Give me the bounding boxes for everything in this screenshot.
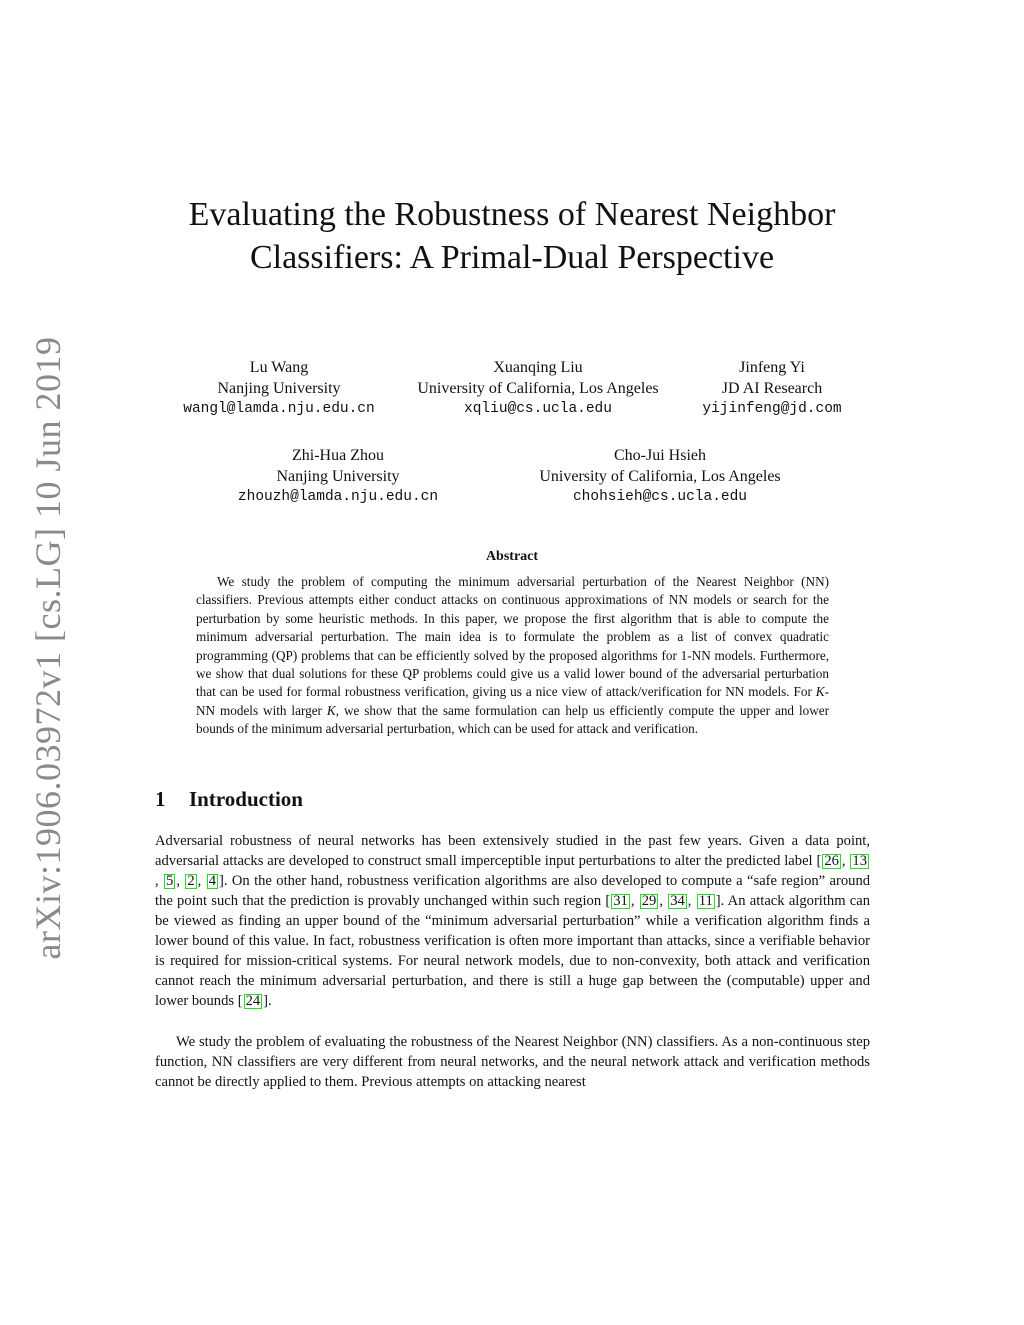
- intro-paragraph-2: We study the problem of evaluating the robustness of the Nearest Neighbor (NN) classifiers. As a non-continuous step function, NN classifiers are very different from neural networks, and the neural network attack and verification methods cannot be directly applied to them. Previous attempts on attacking nearest: [155, 1034, 870, 1090]
- author-email: chohsieh@cs.ucla.edu: [572, 489, 748, 505]
- section-number: 1: [155, 787, 166, 811]
- citation-link[interactable]: 31: [613, 893, 628, 909]
- author-name: Zhi-Hua Zhou: [292, 447, 384, 464]
- citation-link[interactable]: 24: [245, 993, 261, 1009]
- author-name: Cho-Jui Hsieh: [613, 447, 706, 464]
- paper-title: [0, 193, 1024, 279]
- abstract-text-part-1: We study the problem of computing the minimum adversarial perturbation of the Nearest Neighbor (NN) classifiers. Previous attempts either conduct attacks on continuous approximations of NN models or search for the perturbation by some heuristic methods. In this paper, we propose the first algorithm that is able to compute the minimum adversarial perturbation. The main idea is to formulate the problem as a list of convex quadratic programming (QP) problems that can be efficiently solved by the proposed algorithms for 1-NN models. Furthermore, we show that dual solutions for these QP problems could give us a valid lower bound of the adversarial perturbation that can be used for formal robustness verification, giving us a nice view of attack/verification for NN models. For: [196, 574, 829, 700]
- author-email: wangl@lamda.nju.edu.cn: [183, 401, 375, 417]
- citation-link[interactable]: 4: [208, 873, 216, 889]
- author-email: xqliu@cs.ucla.edu: [464, 401, 612, 417]
- author-affiliation: University of California, Los Angeles: [539, 467, 781, 485]
- section-heading-introduction: [155, 787, 303, 812]
- author-block-cho-jui-hsieh: [539, 446, 780, 508]
- citation-link[interactable]: 34: [670, 893, 685, 909]
- author-affiliation: JD AI Research: [721, 379, 823, 397]
- citation-link[interactable]: 29: [641, 893, 657, 909]
- arxiv-identifier: arXiv:1906.03972v1 [cs.LG] 10 Jun 2019: [28, 336, 68, 960]
- author-block-jinfeng-yi: [702, 358, 841, 420]
- author-affiliation: University of California, Los Angeles: [417, 379, 659, 397]
- author-affiliation: Nanjing University: [217, 379, 341, 397]
- author-name: Xuanqing Liu: [493, 359, 583, 376]
- section-title: Introduction: [189, 787, 303, 811]
- citation-link[interactable]: 26: [824, 853, 839, 869]
- paragraph-text: ]. An attack algorithm can be viewed as finding an upper bound of the “minimum adversarial perturbation” while a verification algorithm finds a lower bound of this value. In fact, robustness verification is often more important than attacks, since a verifiable behavior is required for mission-critical systems. For neural network models, due to non-convexity, both attack and verification cannot reach the minimum adversarial perturbation, and there is still a huge gap between the (computable) upper and lower bounds [: [155, 893, 871, 1009]
- author-name: Lu Wang: [249, 359, 309, 376]
- citation-link[interactable]: 13: [852, 853, 867, 869]
- citation-link[interactable]: 5: [166, 873, 174, 889]
- author-affiliation: Nanjing University: [276, 467, 400, 485]
- paragraph-text: ].: [263, 993, 272, 1009]
- abstract-body: [196, 573, 829, 739]
- author-block-zhi-hua-zhou: [238, 446, 438, 508]
- paragraph-text: ]. On the other hand, robustness verification algorithms are also developed to compute a “safe region” around the point such that the prediction is provably unchanged within such region [: [155, 873, 871, 909]
- math-variable-k: K: [326, 702, 336, 718]
- author-block-xuanqing-liu: [417, 358, 658, 420]
- paper-title-line-1: Evaluating the Robustness of Nearest Neighbor: [188, 196, 836, 233]
- intro-paragraph-1: Adversarial robustness of neural networks has been extensively studied in the past few years. Given a data point, adversarial attacks are developed to construct small imperceptible input perturbations to alter the predicted label [ 26 , 13, 5 , 2 , 4 ]. On the other hand, robustness verification algorithms are also developed to compute a “safe region” around the point such that the prediction is provably unchanged within such region [ 31 , 29 , 34 , 11 ]. An attack algorithm can be viewed as finding an upper bound of the “minimum adversarial perturbation” while a verification algorithm finds a lower bound of this value. In fact, robustness verification is often more important than attacks, since a verifiable behavior is required for mission-critical systems. For neural network models, due to non-convexity, both attack and verification cannot reach the minimum adversarial perturbation, and there is still a huge gap between the (computable) upper and lower bounds [ 24 ].: [155, 833, 871, 1009]
- citation-link[interactable]: 2: [187, 873, 195, 889]
- citation-link[interactable]: 11: [698, 893, 713, 909]
- math-variable-k: K: [815, 684, 825, 700]
- author-name: Jinfeng Yi: [739, 359, 805, 376]
- abstract-text-part-2: -NN models with larger: [196, 684, 829, 718]
- author-email: zhouzh@lamda.nju.edu.cn: [237, 489, 439, 505]
- author-email: yijinfeng@jd.com: [702, 401, 842, 417]
- paper-title-line-2: Classifiers: A Primal-Dual Perspective: [249, 239, 775, 276]
- author-block-lu-wang: [183, 358, 374, 420]
- abstract-heading: Abstract: [485, 549, 539, 564]
- paragraph-text: Adversarial robustness of neural networks has been extensively studied in the past few years. Given a data point, adversarial attacks are developed to construct small imperceptible input perturbations to alter the predicted label [: [155, 833, 870, 869]
- abstract-text-part-3: , we show that the same formulation can help us efficiently compute the upper and lower bounds of the minimum adversarial perturbation, which can be used for attack and verification.: [196, 702, 829, 737]
